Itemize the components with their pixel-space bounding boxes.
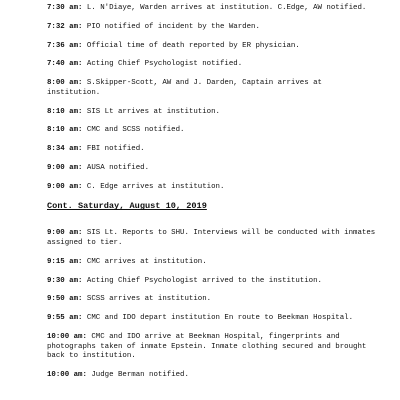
timeline-entry xyxy=(47,371,377,381)
entry-time: 10:00 am: xyxy=(47,370,87,379)
entry-text: CMC and IDO arrive at Beekman Hospital, fingerprints and photographs taken of inmate Epstein. Inmate clothing secured and brought back to institution. xyxy=(47,332,367,361)
timeline-entries-before xyxy=(47,4,377,192)
entry-time: 9:00 am: xyxy=(47,163,83,172)
timeline-entry xyxy=(47,295,377,305)
entry-time: 7:30 am: xyxy=(47,4,83,12)
entry-text: FBI notified. xyxy=(82,145,145,154)
entry-text: CMC and IDO depart institution En route to Beekman Hospital. xyxy=(82,314,354,323)
entry-text: AUSA notified. xyxy=(82,163,150,172)
entry-time: 7:40 am: xyxy=(47,60,83,69)
entry-text: L. N'Diaye, Warden arrives at institution. C.Edge, AW notified. xyxy=(82,4,367,12)
entry-text: S.Skipper-Scott, AW and J. Darden, Captain arrives at institution. xyxy=(47,79,322,97)
entry-time: 9:00 am: xyxy=(47,182,83,191)
timeline-entries-after xyxy=(47,229,377,380)
entry-time: 7:32 am: xyxy=(47,22,83,31)
entry-text: Acting Chief Psychologist notified. xyxy=(82,60,243,69)
entry-text: Acting Chief Psychologist arrived to the institution. xyxy=(82,276,322,285)
timeline-entry xyxy=(47,145,377,155)
entry-time: 9:50 am: xyxy=(47,295,83,304)
timeline-entry xyxy=(47,108,377,118)
entry-time: 9:30 am: xyxy=(47,276,83,285)
entry-time: 8:10 am: xyxy=(47,126,83,135)
entry-text: C. Edge arrives at institution. xyxy=(82,182,225,191)
timeline-entry xyxy=(47,333,377,362)
entry-text: SIS Lt. Reports to SHU. Interviews will be conducted with inmates assigned to tier. xyxy=(47,229,376,247)
timeline-entry xyxy=(47,164,377,174)
entry-text: PIO notified of incident by the Warden. xyxy=(82,22,260,31)
entry-time: 9:15 am: xyxy=(47,257,83,266)
entry-time: 9:55 am: xyxy=(47,314,83,323)
entry-text: Judge Berman notified. xyxy=(86,370,189,379)
timeline-entry xyxy=(47,314,377,324)
entry-text: SCSS arrives at institution. xyxy=(82,295,212,304)
timeline-entry xyxy=(47,4,377,14)
timeline-entry xyxy=(47,126,377,136)
timeline-entry xyxy=(47,277,377,287)
entry-time: 8:10 am: xyxy=(47,107,83,116)
timeline-entry xyxy=(47,42,377,52)
entry-time: 9:00 am: xyxy=(47,229,83,238)
entry-time: 7:36 am: xyxy=(47,41,83,50)
timeline-entry xyxy=(47,229,377,248)
timeline-entry xyxy=(47,79,377,98)
timeline-entry xyxy=(47,23,377,33)
entry-time: 8:34 am: xyxy=(47,145,83,154)
entry-time: 10:00 am: xyxy=(47,332,87,341)
section-heading: Cont. Saturday, August 10, 2019 xyxy=(47,201,207,212)
entry-text: Official time of death reported by ER physician. xyxy=(82,41,300,50)
entry-time: 8:00 am: xyxy=(47,79,83,88)
timeline-entry xyxy=(47,60,377,70)
entry-text: SIS Lt arrives at institution. xyxy=(82,107,220,116)
document-page xyxy=(47,4,377,390)
timeline-entry xyxy=(47,183,377,193)
entry-text: CMC arrives at institution. xyxy=(82,257,207,266)
entry-text: CMC and SCSS notified. xyxy=(82,126,185,135)
timeline-entry xyxy=(47,258,377,268)
